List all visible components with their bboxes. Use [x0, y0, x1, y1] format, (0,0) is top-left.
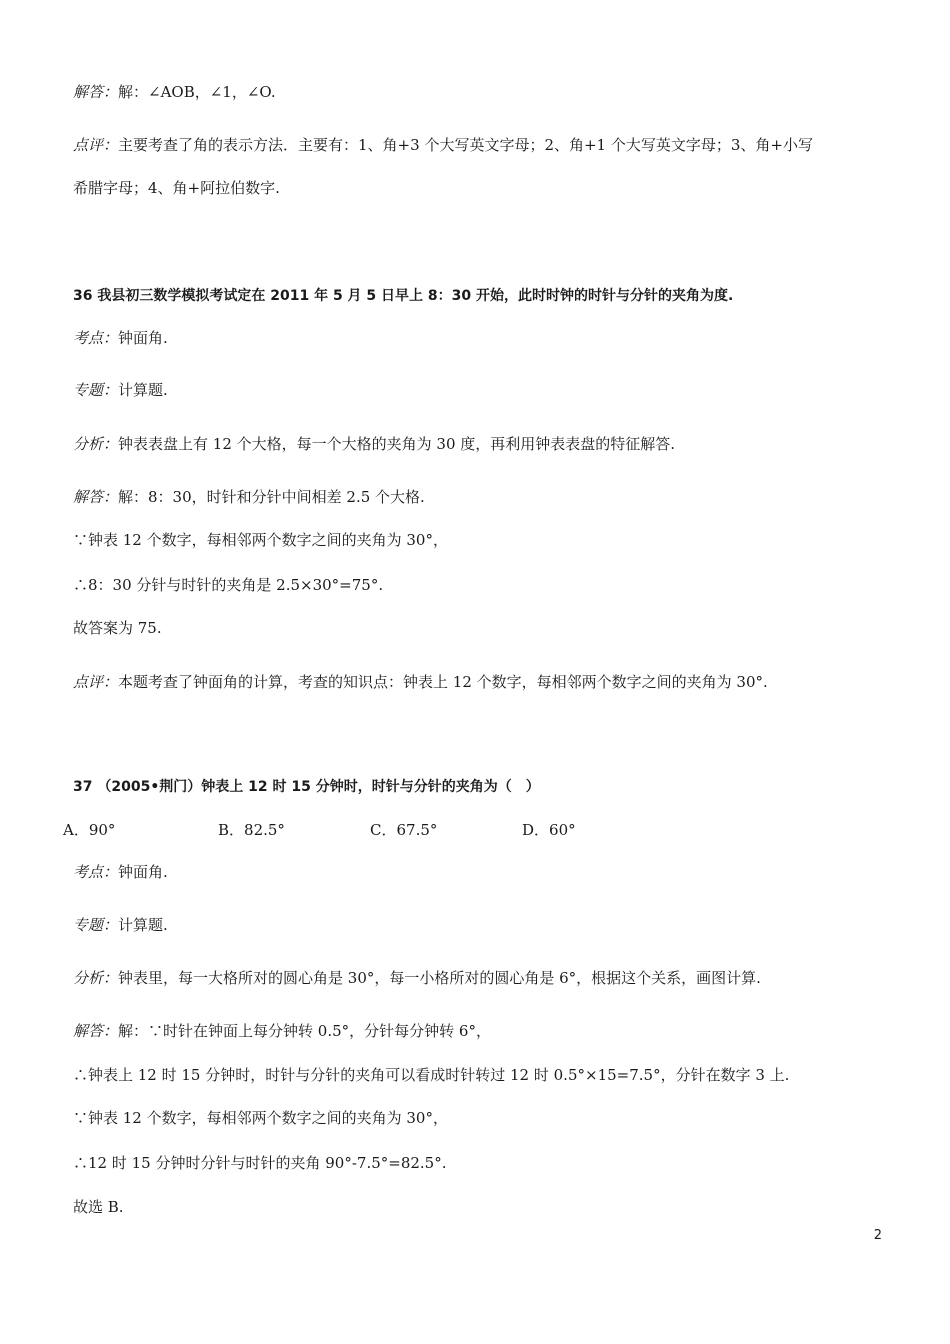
q36-dianping — [73, 672, 768, 692]
dianping-label: 点评： — [73, 673, 119, 691]
kaodian-text: 钟面角. — [118, 863, 168, 881]
prev-review-cont: 希腊字母；4、角+阿拉伯数字. — [73, 179, 280, 197]
q36-jieda-step3: ∴8：30 分针与时针的夹角是 2.5×30°=75°. — [73, 576, 384, 594]
q37-kaodian — [73, 862, 168, 882]
fenxi-label: 分析： — [73, 969, 119, 987]
jieda-text: 解：∵时针在钟面上每分钟转 0.5°，分针每分钟转 6°， — [118, 1022, 491, 1040]
option-d: D．60° — [522, 821, 576, 839]
option-b: B．82.5° — [218, 821, 285, 839]
q37-jieda-step4: ∴12 时 15 分钟时分针与时针的夹角 90°-7.5°=82.5°. — [73, 1154, 447, 1172]
page-number: 2 — [873, 1228, 882, 1243]
kaodian-label: 考点： — [73, 863, 119, 881]
q37-jieda-step5: 故选 B. — [73, 1198, 124, 1216]
q37-jieda-step3: ∵钟表 12 个数字，每相邻两个数字之间的夹角为 30°， — [73, 1109, 448, 1127]
q36-jieda-step4: 故答案为 75. — [73, 619, 162, 637]
option-a: A．90° — [63, 821, 116, 839]
fenxi-label: 分析： — [73, 435, 119, 453]
review-label: 点评： — [73, 136, 119, 154]
answer-label: 解答： — [73, 83, 119, 101]
jieda-label: 解答： — [73, 488, 119, 506]
q37-jieda-step2: ∴钟表上 12 时 15 分钟时，时针与分针的夹角可以看成时针转过 12 时 0.5°×15=7.5°，分针在数字 3 上. — [73, 1066, 790, 1084]
jieda-text: 解：8：30，时针和分针中间相差 2.5 个大格. — [118, 488, 425, 506]
prev-review — [73, 135, 813, 155]
q37-jieda — [73, 1021, 491, 1041]
jieda-label: 解答： — [73, 1022, 119, 1040]
q36-jieda — [73, 487, 425, 507]
question-37-title: 37 （2005•荆门）钟表上 12 时 15 分钟时，时针与分针的夹角为（ ） — [73, 779, 540, 795]
fenxi-text: 钟表里，每一大格所对的圆心角是 30°，每一小格所对的圆心角是 6°，根据这个关系，画图计算. — [118, 969, 761, 987]
q36-jieda-step2: ∵钟表 12 个数字，每相邻两个数字之间的夹角为 30°， — [73, 531, 448, 549]
zhuanti-text: 计算题. — [118, 916, 168, 934]
zhuanti-label: 专题： — [73, 916, 119, 934]
option-c: C．67.5° — [370, 821, 438, 839]
kaodian-text: 钟面角. — [118, 329, 168, 347]
prev-answer — [73, 82, 276, 102]
zhuanti-text: 计算题. — [118, 381, 168, 399]
fenxi-text: 钟表表盘上有 12 个大格，每一个大格的夹角为 30 度，再利用钟表表盘的特征解答. — [118, 435, 676, 453]
q37-zhuanti — [73, 915, 168, 935]
q37-fenxi — [73, 968, 761, 988]
q36-kaodian — [73, 328, 168, 348]
q36-fenxi — [73, 434, 675, 454]
zhuanti-label: 专题： — [73, 381, 119, 399]
kaodian-label: 考点： — [73, 329, 119, 347]
question-36-title: 36 我县初三数学模拟考试定在 2011 年 5 月 5 日早上 8：30 开始，此时时钟的时针与分针的夹角为度. — [73, 288, 734, 304]
answer-text: 解：∠AOB，∠1，∠O. — [118, 83, 276, 101]
dianping-text: 本题考查了钟面角的计算，考查的知识点：钟表上 12 个数字，每相邻两个数字之间的夹角为 30°. — [118, 673, 768, 691]
review-text: 主要考查了角的表示方法．主要有：1、角+3 个大写英文字母；2、角+1 个大写英文字母；3、角+小写 — [118, 136, 813, 154]
q36-zhuanti — [73, 380, 168, 400]
